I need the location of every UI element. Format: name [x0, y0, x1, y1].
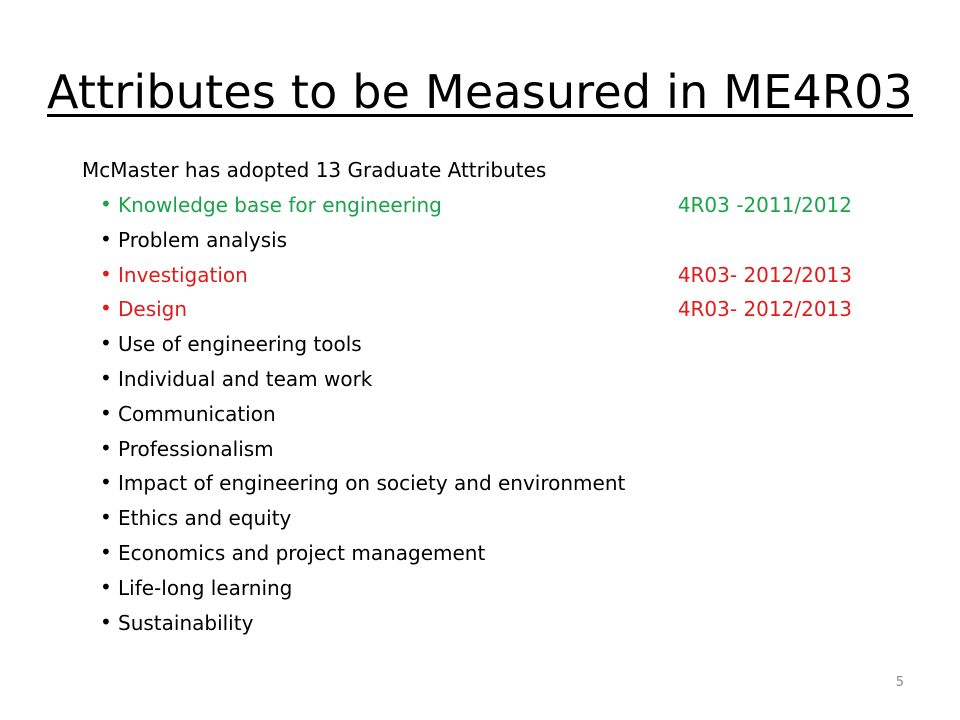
attribute-label: Life-long learning	[118, 575, 293, 600]
page-number: 5	[895, 675, 904, 690]
attribute-item	[82, 468, 902, 503]
bullet-icon: •	[100, 539, 112, 564]
bullet-icon: •	[100, 261, 112, 286]
attribute-item	[82, 260, 902, 295]
attribute-item	[82, 538, 902, 573]
bullet-icon: •	[100, 296, 112, 321]
attribute-label: Individual and team work	[118, 366, 373, 391]
attribute-label: Design	[118, 297, 188, 322]
attribute-item	[82, 190, 902, 225]
slide-title: Attributes to be Measured in ME4R03	[46, 65, 914, 119]
bullet-icon: •	[100, 470, 112, 495]
attribute-item	[82, 399, 902, 434]
bullet-icon: •	[100, 365, 112, 390]
bullet-icon: •	[100, 192, 112, 216]
attribute-label: Knowledge base for engineering	[118, 193, 442, 217]
attribute-item	[82, 503, 902, 538]
attribute-label: Economics and project management	[118, 540, 486, 565]
attribute-list	[82, 190, 902, 642]
bullet-icon: •	[100, 574, 112, 599]
attribute-label: Sustainability	[118, 610, 254, 635]
attribute-label: Investigation	[118, 262, 248, 287]
attribute-item	[82, 608, 902, 643]
attribute-item	[82, 329, 902, 364]
attribute-label: Problem analysis	[118, 227, 288, 252]
attribute-label: Communication	[118, 401, 276, 426]
attribute-label: Use of engineering tools	[118, 332, 362, 357]
attribute-label: Ethics and equity	[118, 506, 292, 531]
attribute-label: Professionalism	[118, 436, 274, 461]
attribute-note: 4R03- 2012/2013	[677, 262, 852, 287]
attribute-item	[82, 225, 902, 260]
bullet-icon: •	[100, 226, 112, 251]
attribute-item	[82, 573, 902, 608]
attribute-item	[82, 294, 902, 329]
bullet-icon: •	[100, 400, 112, 425]
bullet-icon: •	[100, 505, 112, 530]
attribute-item	[82, 434, 902, 469]
attribute-note: 4R03 -2011/2012	[677, 193, 852, 217]
attribute-label: Impact of engineering on society and environment	[118, 471, 626, 496]
attribute-note: 4R03- 2012/2013	[677, 297, 852, 322]
attribute-item	[82, 364, 902, 399]
bullet-icon: •	[100, 609, 112, 634]
bullet-icon: •	[100, 331, 112, 356]
intro-text: McMaster has adopted 13 Graduate Attributes	[82, 158, 547, 182]
bullet-icon: •	[100, 435, 112, 460]
